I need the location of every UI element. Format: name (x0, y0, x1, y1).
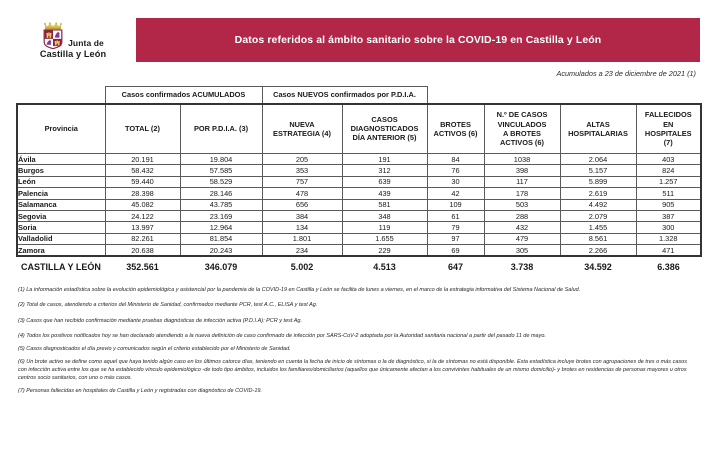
cell-fallecidos: 511 (636, 188, 701, 199)
data-table-container (0, 78, 714, 273)
cell-nueva: 353 (262, 165, 342, 176)
cell-pdia: 43.785 (180, 199, 262, 210)
col-header-fallecidos-line1: FALLECIDOS (644, 110, 692, 120)
col-header-nueva-estrategia (262, 104, 342, 154)
col-header-fallecidos (636, 104, 701, 154)
cell-brotes: 42 (427, 188, 484, 199)
cell-diag: 639 (342, 176, 427, 187)
col-header-provincia-line1: Provincia (44, 124, 78, 134)
junta-logo (14, 20, 132, 60)
table-row (17, 245, 701, 256)
cell-brotes: 76 (427, 165, 484, 176)
cell-brotes: 79 (427, 222, 484, 233)
table-row (17, 165, 701, 176)
table-row (17, 199, 701, 210)
cell-provincia: Valladolid (17, 233, 105, 244)
castilla-y-leon-coat-of-arms-icon (42, 22, 64, 49)
cell-pdia: 28.146 (180, 188, 262, 199)
footnote-6: (6) Un brote activo se define como aquel que haya tenido algún caso en los últimos catorce días, teniendo en cuenta la fecha de inicio de síntomas o la de diagnóstico, si la de síntomas no está disponible. Esta estadística incluye brotes con agrupaciones de tres o más casos con infección activa entre los que se ha establecido vínculo epidemiológico -de todo tipo ámbitos, incluidos los familiares/domiciliarios (aquellos que únicamente afectan a los convivintes habituales de un mismo domicilio)- y brotes en residencias de personas mayores u otros centros socio sanitarios, con uno o más casos. (18, 359, 687, 382)
cell-pdia: 23.169 (180, 210, 262, 221)
cell-fallecidos: 1.257 (636, 176, 701, 187)
col-header-vinculados-line3: A BROTES (503, 128, 541, 138)
cell-provincia: Burgos (17, 165, 105, 176)
cell-vinculados: 503 (484, 199, 560, 210)
cell-provincia: Segovia (17, 210, 105, 221)
cell-diag: 439 (342, 188, 427, 199)
col-header-total-line1: TOTAL (2) (125, 124, 160, 134)
cell-vinculados: 117 (484, 176, 560, 187)
cell-diag: 229 (342, 245, 427, 256)
col-header-casos-vinculados (484, 104, 560, 154)
cell-provincia: León (17, 176, 105, 187)
col-header-brotes-line1: BROTES (440, 119, 471, 129)
column-header-row (17, 104, 701, 154)
col-header-diag-line3: DÍA ANTERIOR (5) (352, 133, 417, 143)
cell-vinculados: 432 (484, 222, 560, 233)
cell-provincia: Salamanca (17, 199, 105, 210)
table-body (17, 154, 701, 274)
cell-diag: 119 (342, 222, 427, 233)
cell-fallecidos: 300 (636, 222, 701, 233)
col-header-nueva-line1: NUEVA (289, 119, 315, 129)
cell-fallecidos: 471 (636, 245, 701, 256)
cell-diag: 312 (342, 165, 427, 176)
col-header-pdia (180, 104, 262, 154)
group-header-nuevos: Casos NUEVOS confirmados por P.D.I.A. (262, 87, 427, 104)
total-pdia: 346.079 (204, 261, 238, 272)
cell-nueva: 478 (262, 188, 342, 199)
cell-altas: 2.619 (560, 188, 636, 199)
total-vinculados: 3.738 (510, 261, 534, 272)
cell-nueva: 656 (262, 199, 342, 210)
cell-brotes: 30 (427, 176, 484, 187)
cell-vinculados: 305 (484, 245, 560, 256)
cell-altas: 2.064 (560, 154, 636, 165)
table-head (17, 87, 701, 154)
cell-altas: 8.561 (560, 233, 636, 244)
cell-vinculados: 1038 (484, 154, 560, 165)
cell-fallecidos: 1.328 (636, 233, 701, 244)
cell-total: 20.191 (105, 154, 180, 165)
title-banner (136, 18, 700, 62)
col-header-nueva-line2: ESTRATEGIA (4) (273, 128, 331, 138)
footnote-7: (7) Personas fallecidas en hospitales de Castilla y León y registradas con diagnóstico de COVID-19. (18, 388, 262, 395)
group-header-spacer (17, 87, 105, 104)
cell-vinculados: 178 (484, 188, 560, 199)
group-header-row (17, 87, 701, 104)
col-header-vinculados-line4: ACTIVOS (6) (500, 138, 544, 147)
footnotes-section (0, 273, 714, 396)
cell-vinculados: 288 (484, 210, 560, 221)
col-header-vinculados-line2: VINCULADOS (497, 119, 547, 129)
logo-line-2: Castilla y León (39, 49, 107, 60)
cell-total: 59.440 (105, 176, 180, 187)
col-header-fallecidos-line2: EN (663, 119, 674, 129)
cell-pdia: 58.529 (180, 176, 262, 187)
covid-data-table (16, 86, 702, 273)
cell-altas: 2.266 (560, 245, 636, 256)
cell-fallecidos: 824 (636, 165, 701, 176)
footnote-5: (5) Casos diagnosticados el día previo y comunicados según el criterio establecido por el Ministerio de Sanidad. (18, 346, 291, 353)
cell-total: 24.122 (105, 210, 180, 221)
cell-pdia: 81.854 (180, 233, 262, 244)
cell-altas: 5.157 (560, 165, 636, 176)
cell-diag: 1.655 (342, 233, 427, 244)
cell-total: 82.261 (105, 233, 180, 244)
cell-nueva: 134 (262, 222, 342, 233)
cell-nueva: 205 (262, 154, 342, 165)
cell-provincia: Palencia (17, 188, 105, 199)
footnote-3: (3) Casos que han recibido confirmación mediante pruebas diagnósticas de infección activa (P.D.I.A): PCR y test Ag. (18, 317, 303, 324)
cell-nueva: 1.801 (262, 233, 342, 244)
cell-brotes: 84 (427, 154, 484, 165)
page-header (0, 0, 714, 62)
cell-provincia: Ávila (17, 154, 105, 165)
table-row (17, 222, 701, 233)
total-fallecidos: 6.386 (657, 261, 680, 272)
cell-brotes: 97 (427, 233, 484, 244)
cell-diag: 348 (342, 210, 427, 221)
cell-fallecidos: 905 (636, 199, 701, 210)
cell-fallecidos: 403 (636, 154, 701, 165)
cell-altas: 5.899 (560, 176, 636, 187)
cell-brotes: 69 (427, 245, 484, 256)
group-header-acumulados: Casos confirmados ACUMULADOS (105, 87, 262, 104)
table-row (17, 188, 701, 199)
col-header-diagnosticados (342, 104, 427, 154)
table-row (17, 154, 701, 165)
cell-total: 45.082 (105, 199, 180, 210)
table-row (17, 233, 701, 244)
accumulated-date-note: Acumulados a 23 de diciembre de 2021 (1) (556, 69, 696, 78)
cell-total: 20.638 (105, 245, 180, 256)
cell-provincia: Zamora (17, 245, 105, 256)
table-row (17, 210, 701, 221)
col-header-altas-line2: HOSPITALARIAS (568, 128, 628, 138)
cell-diag: 581 (342, 199, 427, 210)
col-header-brotes-line2: ACTIVOS (6) (433, 128, 478, 138)
cell-altas: 1.455 (560, 222, 636, 233)
col-header-pdia-line1: POR P.D.I.A. (3) (193, 124, 249, 134)
col-header-vinculados-line1: N.º DE CASOS (496, 110, 548, 120)
col-header-total (105, 104, 180, 154)
table-row (17, 176, 701, 187)
footnote-1: (1) La información estadística sobre la evolución epidemiológica y asistencial por la pandemia de la COVID-19 en Castilla y León se facilita de lunes a viernes, en el marco de la estrategia informativa del Sistema Nacional de Salud. (18, 287, 581, 294)
cell-pdia: 57.585 (180, 165, 262, 176)
cell-total: 28.398 (105, 188, 180, 199)
total-nueva: 5.002 (290, 261, 314, 272)
cell-fallecidos: 387 (636, 210, 701, 221)
col-header-diag-line2: DIAGNOSTICADOS (350, 124, 419, 134)
cell-brotes: 61 (427, 210, 484, 221)
total-label: CASTILLA Y LEÓN (21, 261, 101, 272)
total-diag: 4.513 (373, 261, 396, 272)
cell-vinculados: 479 (484, 233, 560, 244)
cell-altas: 2.079 (560, 210, 636, 221)
col-header-brotes-activos (427, 104, 484, 154)
page-title: Datos referidos al ámbito sanitario sobre la COVID-19 en Castilla y León (234, 34, 602, 46)
col-header-fallecidos-line4: (7) (663, 138, 673, 147)
total-altas: 34.592 (584, 261, 612, 272)
cell-nueva: 234 (262, 245, 342, 256)
col-header-diag-line1: CASOS (371, 114, 398, 124)
col-header-provincia (17, 104, 105, 154)
cell-total: 58.432 (105, 165, 180, 176)
footnote-2: (2) Total de casos, atendiendo a criterios del Ministerio de Sanidad, confirmados mediante PCR, test A.C., ELISA y test Ag. (18, 302, 318, 309)
cell-nueva: 384 (262, 210, 342, 221)
col-header-altas-line1: ALTAS (586, 119, 610, 129)
cell-pdia: 20.243 (180, 245, 262, 256)
total-total: 352.561 (126, 261, 159, 272)
cell-brotes: 109 (427, 199, 484, 210)
cell-provincia: Soria (17, 222, 105, 233)
total-brotes: 647 (447, 261, 464, 272)
cell-total: 13.997 (105, 222, 180, 233)
col-header-fallecidos-line3: HOSPITALES (644, 128, 692, 138)
logo-line-1: Junta de (68, 37, 104, 48)
cell-pdia: 12.964 (180, 222, 262, 233)
col-header-altas-hospitalarias (560, 104, 636, 154)
cell-altas: 4.492 (560, 199, 636, 210)
table-total-row (17, 256, 701, 273)
cell-nueva: 757 (262, 176, 342, 187)
footnote-4: (4) Todos los positivos notificados hoy se han declarado atendiendo a la nueva definición de caso confirmado de infección por SARS-CoV-2 adoptada por la Autoridad sanitaria nacional a partir del pasado 11 de mayo. (18, 333, 546, 340)
cell-pdia: 19.804 (180, 154, 262, 165)
group-header-spacer-right (427, 87, 701, 104)
cell-vinculados: 398 (484, 165, 560, 176)
cell-diag: 191 (342, 154, 427, 165)
